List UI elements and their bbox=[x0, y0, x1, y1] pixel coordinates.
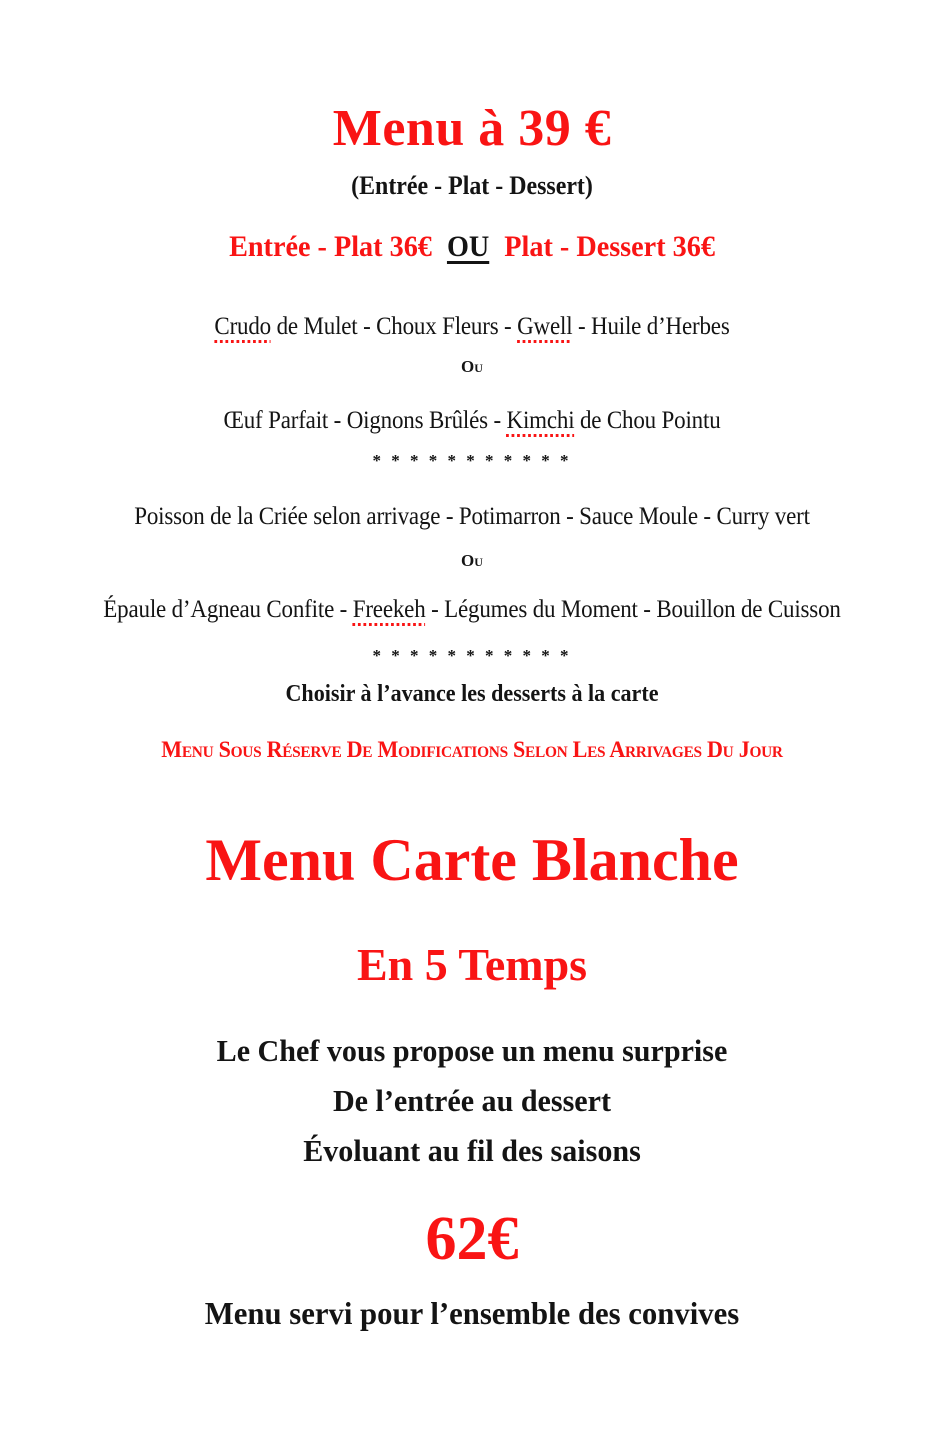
carte-blanche-price: 62€ bbox=[425, 1205, 519, 1274]
carte-blanche-description bbox=[14, 1026, 930, 1177]
carte-blanche-desc-line-2: De l’entrée au dessert bbox=[332, 1082, 612, 1118]
starter-2-text: Œuf Parfait - Oignons Brûlés - bbox=[223, 406, 507, 434]
starter-1 bbox=[38, 310, 906, 343]
main-1: Poisson de la Criée selon arrivage - Potimarron - Sauce Moule - Curry vert bbox=[134, 502, 810, 530]
disclaimer: Menu Sous Réserve De Modifications Selon Les Arrivages Du Jour bbox=[161, 737, 783, 763]
formula-line bbox=[28, 227, 915, 266]
stars-separator-2: * * * * * * * * * * * bbox=[372, 646, 572, 666]
menu-39-subtitle: (Entrée - Plat - Dessert) bbox=[351, 171, 593, 200]
main-2-word-freekeh: Freekeh bbox=[352, 596, 426, 624]
main-2-text: Épaule d’Agneau Confite - bbox=[103, 596, 353, 624]
starter-1-text: de Mulet - Choux Fleurs - bbox=[271, 312, 518, 340]
starter-1-text-end: - Huile d’Herbes bbox=[572, 312, 730, 340]
starter-1-word-gwell: Gwell bbox=[517, 312, 573, 340]
carte-blanche-desc-line-1: Le Chef vous propose un menu surprise bbox=[216, 1032, 728, 1068]
starter-2-word-kimchi: Kimchi bbox=[506, 406, 575, 434]
main-2-text-end: - Légumes du Moment - Bouillon de Cuisson bbox=[425, 596, 841, 624]
dessert-note: Choisir à l’avance les desserts à la carte bbox=[285, 681, 659, 708]
carte-blanche-title: Menu Carte Blanche bbox=[205, 827, 739, 894]
carte-blanche-subtitle: En 5 Temps bbox=[356, 939, 588, 991]
main-2 bbox=[38, 593, 906, 626]
formula-right: Plat - Dessert 36€ bbox=[504, 229, 715, 263]
carte-blanche-desc-line-3: Évoluant au fil des saisons bbox=[303, 1133, 641, 1169]
stars-separator-1: * * * * * * * * * * * bbox=[372, 450, 572, 470]
starter-2 bbox=[38, 404, 906, 437]
starter-2-text-end: de Chou Pointu bbox=[574, 406, 721, 434]
formula-or: OU bbox=[446, 229, 490, 263]
or-separator-2: Ou bbox=[461, 550, 483, 570]
starter-1-word-crudo: Crudo bbox=[214, 312, 272, 340]
formula-left: Entrée - Plat 36€ bbox=[229, 229, 432, 263]
or-separator-1: Ou bbox=[461, 356, 483, 376]
menu-39-title: Menu à 39 € bbox=[332, 100, 612, 157]
serving-note: Menu servi pour l’ensemble des convives bbox=[204, 1294, 740, 1331]
